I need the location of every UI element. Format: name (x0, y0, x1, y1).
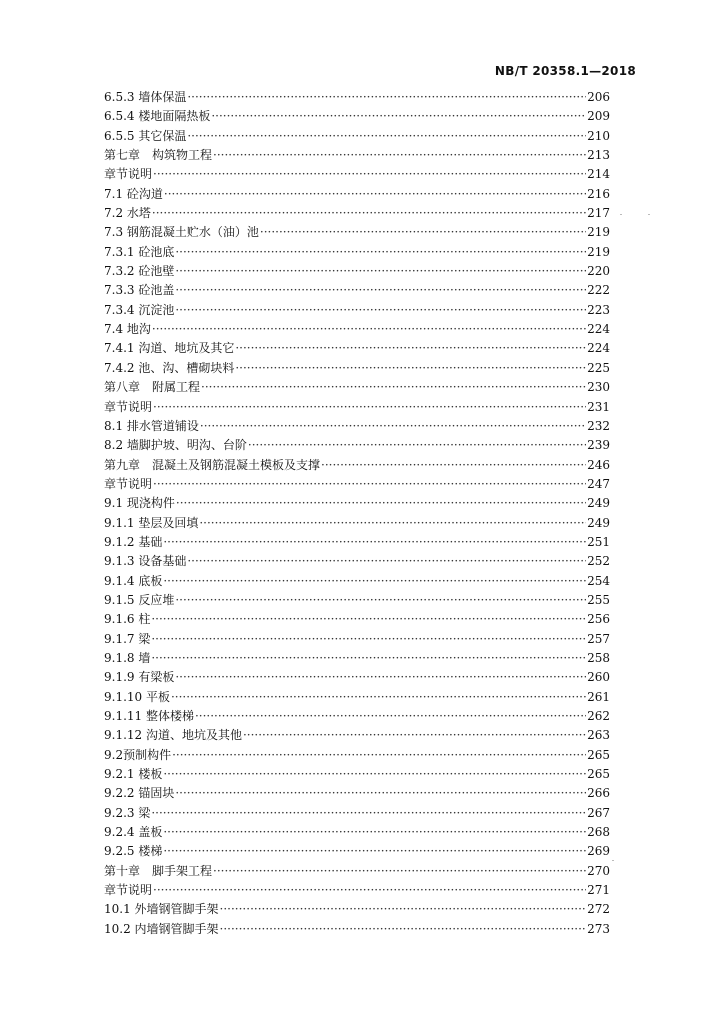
toc-entry[interactable] (104, 823, 610, 842)
toc-entry[interactable] (104, 649, 610, 668)
toc-leader-dots (176, 494, 586, 513)
toc-leader-dots (172, 746, 586, 765)
toc-entry-page-number: 225 (587, 360, 610, 375)
toc-entry[interactable] (104, 223, 610, 242)
toc-entry-title: 9.1.9 有梁板 (104, 670, 175, 685)
toc-leader-dots (152, 320, 586, 339)
toc-entry-title: 9.2.4 盖板 (104, 825, 163, 840)
toc-leader-dots (175, 591, 586, 610)
toc-leader-dots (153, 165, 586, 184)
toc-entry-page-number: 222 (587, 283, 610, 298)
toc-leader-dots (151, 804, 586, 823)
toc-entry-title: 9.1.7 梁 (104, 631, 151, 646)
toc-entry[interactable] (104, 320, 610, 339)
toc-leader-dots (211, 107, 586, 126)
toc-entry[interactable] (104, 900, 610, 919)
toc-entry-title: 9.1.10 平板 (104, 689, 170, 704)
toc-leader-dots (260, 223, 586, 242)
toc-entry[interactable] (104, 707, 610, 726)
scan-speck (620, 214, 622, 215)
toc-entry-page-number: 266 (587, 786, 610, 801)
toc-entry-title: 9.1 现浇构件 (104, 496, 175, 511)
toc-entry-title: 7.2 水塔 (104, 206, 151, 221)
toc-entry-page-number: 217 (587, 206, 610, 221)
toc-entry[interactable] (104, 920, 610, 939)
toc-entry-page-number: 206 (587, 90, 610, 104)
toc-entry-page-number: 256 (587, 612, 610, 627)
toc-leader-dots (175, 668, 586, 687)
toc-entry-page-number: 258 (587, 650, 610, 665)
toc-entry-page-number: 220 (587, 264, 610, 279)
toc-entry[interactable] (104, 417, 610, 436)
toc-entry-title: 9.2预制构件 (104, 747, 172, 762)
toc-entry-title: 9.1.6 柱 (104, 612, 151, 627)
toc-entry[interactable] (104, 243, 610, 262)
toc-entry-page-number: 210 (587, 128, 610, 143)
toc-entry-page-number: 265 (587, 747, 610, 762)
toc-entry[interactable] (104, 688, 610, 707)
toc-leader-dots (200, 417, 586, 436)
toc-leader-dots (235, 359, 586, 378)
toc-leader-dots (248, 436, 586, 455)
toc-entry-title: 章节说明 (104, 399, 153, 414)
toc-entry-page-number: 257 (587, 631, 610, 646)
toc-entry-title: 10.1 外墙钢管脚手架 (104, 902, 219, 917)
toc-entry-page-number: 249 (587, 515, 610, 530)
toc-entry-title: 9.2.5 楼梯 (104, 844, 163, 859)
toc-entry-title: 第九章 混凝土及钢筋混凝土模板及支撑 (104, 457, 321, 472)
toc-entry[interactable] (104, 610, 610, 629)
toc-leader-dots (220, 900, 587, 919)
toc-entry-page-number: 232 (587, 418, 610, 433)
toc-entry-title: 7.4.2 池、沟、槽砌块料 (104, 360, 235, 375)
toc-entry-title: 7.3 钢筋混凝土贮水（油）池 (104, 225, 259, 240)
toc-entry[interactable] (104, 301, 610, 320)
toc-leader-dots (243, 726, 586, 745)
toc-entry-title: 9.2.1 楼板 (104, 767, 163, 782)
toc-entry-page-number: 213 (587, 148, 610, 163)
toc-entry-title: 7.4 地沟 (104, 322, 151, 337)
toc-entry[interactable] (104, 881, 610, 900)
toc-entry[interactable] (104, 185, 610, 204)
toc-entry[interactable] (104, 456, 610, 475)
toc-entry-title: 9.1.8 墙 (104, 650, 151, 665)
toc-leader-dots (220, 920, 587, 939)
toc-entry-title: 章节说明 (104, 167, 153, 182)
toc-entry[interactable] (104, 552, 610, 571)
toc-leader-dots (201, 378, 586, 397)
toc-entry-page-number: 273 (587, 921, 610, 936)
toc-entry-title: 7.3.2 砼池壁 (104, 264, 175, 279)
toc-entry-page-number: 224 (587, 322, 610, 337)
toc-entry-title: 9.1.11 整体楼梯 (104, 709, 194, 723)
toc-entry-page-number: 219 (587, 244, 610, 259)
toc-entry-page-number: 209 (587, 109, 610, 124)
toc-entry-title: 章节说明 (104, 883, 153, 898)
toc-entry-title: 7.4.1 沟道、地坑及其它 (104, 341, 235, 356)
toc-leader-dots (187, 88, 586, 107)
toc-entry-page-number: 239 (587, 438, 610, 453)
toc-entry-page-number: 267 (587, 805, 610, 820)
toc-entry-page-number: 265 (587, 767, 610, 782)
toc-leader-dots (213, 146, 586, 165)
toc-entry-title: 9.1.4 底板 (104, 573, 163, 588)
toc-leader-dots (153, 475, 586, 494)
toc-leader-dots (152, 204, 586, 223)
toc-entry[interactable] (104, 165, 610, 184)
toc-entry-title: 9.1.12 沟道、地坑及其他 (104, 728, 242, 743)
toc-entry-title: 6.5.5 其它保温 (104, 128, 187, 143)
toc-entry-page-number: 255 (587, 592, 610, 607)
toc-entry-page-number: 216 (587, 186, 610, 201)
toc-entry-title: 7.3.3 砼池盖 (104, 283, 175, 298)
toc-leader-dots (175, 301, 586, 320)
toc-entry[interactable] (104, 359, 610, 378)
toc-entry-page-number: 247 (587, 476, 610, 491)
toc-leader-dots (163, 823, 586, 842)
toc-entry[interactable] (104, 746, 610, 765)
toc-leader-dots (195, 707, 586, 726)
toc-leader-dots (321, 456, 586, 475)
toc-entry[interactable] (104, 804, 610, 823)
toc-leader-dots (151, 630, 586, 649)
toc-entry-title: 9.2.3 梁 (104, 805, 151, 820)
toc-entry-title: 第十章 脚手架工程 (104, 863, 213, 878)
toc-leader-dots (163, 533, 586, 552)
toc-leader-dots (187, 127, 586, 146)
toc-entry-title: 7.3.4 沉淀池 (104, 302, 175, 317)
toc-entry[interactable] (104, 572, 610, 591)
toc-leader-dots (153, 881, 586, 900)
toc-entry[interactable] (104, 591, 610, 610)
toc-entry[interactable] (104, 204, 610, 223)
toc-entry-page-number: 252 (587, 554, 610, 569)
toc-entry[interactable] (104, 88, 610, 107)
toc-entry-page-number: 223 (587, 302, 610, 317)
toc-entry[interactable] (104, 862, 610, 881)
toc-leader-dots (163, 842, 586, 861)
toc-entry-title: 7.1 砼沟道 (104, 186, 163, 201)
toc-entry[interactable] (104, 726, 610, 745)
toc-leader-dots (171, 688, 586, 707)
toc-entry-title: 7.3.1 砼池底 (104, 244, 175, 259)
toc-entry-page-number: 246 (587, 457, 610, 472)
toc-leader-dots (153, 398, 586, 417)
toc-entry-title: 6.5.4 楼地面隔热板 (104, 109, 211, 124)
toc-entry-page-number: 230 (587, 380, 610, 395)
toc-entry-page-number: 272 (587, 902, 610, 917)
toc-entry-page-number: 219 (587, 225, 610, 240)
toc-entry-page-number: 268 (587, 825, 610, 840)
toc-leader-dots (175, 243, 586, 262)
toc-entry[interactable] (104, 475, 610, 494)
toc-entry-title: 9.1.3 设备基础 (104, 554, 187, 569)
toc-entry-page-number: 251 (587, 534, 610, 549)
toc-leader-dots (213, 862, 586, 881)
toc-entry-page-number: 271 (587, 883, 610, 898)
toc-entry-title: 9.1.2 基础 (104, 534, 163, 549)
toc-entry-page-number: 254 (587, 573, 610, 588)
toc-leader-dots (163, 572, 586, 591)
toc-entry-title: 10.2 内墙钢管脚手架 (104, 921, 219, 936)
toc-entry-page-number: 263 (587, 728, 610, 743)
toc-entry[interactable] (104, 765, 610, 784)
toc-entry-title: 第七章 构筑物工程 (104, 148, 213, 163)
toc-entry[interactable] (104, 784, 610, 803)
toc-leader-dots (199, 514, 586, 533)
toc-entry[interactable] (104, 339, 610, 358)
toc-entry[interactable] (104, 262, 610, 281)
toc-leader-dots (235, 339, 586, 358)
toc-entry[interactable] (104, 378, 610, 397)
toc-entry-page-number: 231 (587, 399, 610, 414)
toc-entry-page-number: 214 (587, 167, 610, 182)
toc-leader-dots (151, 610, 586, 629)
toc-entry-page-number: 261 (587, 689, 610, 704)
toc-entry[interactable] (104, 533, 610, 552)
toc-entry-title: 8.2 墙脚护坡、明沟、台阶 (104, 438, 247, 453)
toc-entry[interactable] (104, 842, 610, 861)
toc-entry-title: 第八章 附属工程 (104, 380, 201, 395)
toc-entry-page-number: 249 (587, 496, 610, 511)
toc-entry[interactable] (104, 630, 610, 649)
toc-entry[interactable] (104, 514, 610, 533)
toc-entry[interactable] (104, 398, 610, 417)
toc-entry-title: 8.1 排水管道铺设 (104, 418, 199, 433)
toc-entry-page-number: 270 (587, 863, 610, 878)
scan-speck (648, 214, 650, 215)
scan-speck (612, 860, 614, 861)
toc-entry[interactable] (104, 668, 610, 687)
toc-entry[interactable] (104, 127, 610, 146)
toc-entry-page-number: 262 (587, 709, 610, 723)
toc-entry[interactable] (104, 107, 610, 126)
toc-leader-dots (175, 262, 586, 281)
toc-entry-page-number: 269 (587, 844, 610, 859)
toc-entry-title: 6.5.3 墙体保温 (104, 90, 187, 104)
document-number-header: NB/T 20358.1—2018 (494, 64, 636, 78)
toc-entry-title: 9.1.5 反应堆 (104, 592, 175, 607)
toc-entry-title: 9.2.2 锚固块 (104, 786, 175, 801)
toc-entry-title: 章节说明 (104, 476, 153, 491)
toc-leader-dots (175, 281, 586, 300)
toc-leader-dots (175, 784, 586, 803)
toc-entry[interactable] (104, 146, 610, 165)
toc-leader-dots (163, 765, 586, 784)
table-of-contents (104, 88, 610, 939)
toc-leader-dots (151, 649, 586, 668)
toc-entry[interactable] (104, 494, 610, 513)
toc-entry[interactable] (104, 281, 610, 300)
toc-entry-page-number: 224 (587, 341, 610, 356)
toc-entry-page-number: 260 (587, 670, 610, 685)
toc-leader-dots (164, 185, 586, 204)
toc-entry[interactable] (104, 436, 610, 455)
toc-leader-dots (187, 552, 586, 571)
toc-entry-title: 9.1.1 垫层及回填 (104, 515, 199, 530)
